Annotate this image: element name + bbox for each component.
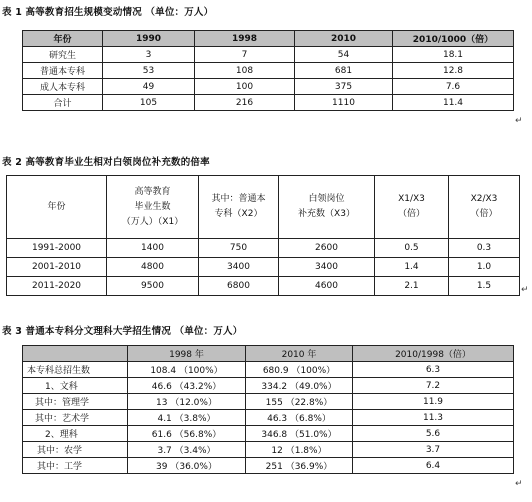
row-label: 其中：工学 <box>23 458 128 474</box>
table-cell: 251 （36.9%） <box>246 458 353 474</box>
table-cell: 1.4 <box>375 258 449 277</box>
table-cell: 7.6 <box>393 79 514 95</box>
table-row <box>23 79 514 95</box>
table-cell: 1.5 <box>449 277 520 296</box>
table-cell: 1.0 <box>449 258 520 277</box>
table-cell: 3400 <box>279 258 375 277</box>
table-cell: 216 <box>195 95 295 111</box>
table3-header-cell: 2010 年 <box>246 346 353 362</box>
table-cell: 4.1 （3.8%） <box>128 410 246 426</box>
table-cell: 成人本专科 <box>23 79 103 95</box>
table-cell: 108 <box>195 63 295 79</box>
table-cell: 6.4 <box>353 458 514 474</box>
header-line: 补充数（X3） <box>298 209 355 219</box>
table-row <box>23 442 514 458</box>
row-label: 1、文科 <box>23 378 128 394</box>
table-cell: 49 <box>103 79 195 95</box>
header-line: 白领岗位 <box>308 194 345 204</box>
table-cell: 9500 <box>107 277 199 296</box>
row-label: 其中：农学 <box>23 442 128 458</box>
table3-header-cell: 1998 年 <box>128 346 246 362</box>
table-row <box>23 410 514 426</box>
table1-header-row <box>23 31 514 47</box>
table-row <box>23 63 514 79</box>
header-line: （倍） <box>397 209 425 219</box>
paragraph-mark: ↵ <box>515 479 523 489</box>
table-cell: 0.3 <box>449 239 520 258</box>
table3 <box>22 345 514 474</box>
table1-header-cell: 1998 <box>195 31 295 47</box>
table-cell: 750 <box>199 239 279 258</box>
table-cell: 13 （12.0%） <box>128 394 246 410</box>
table1-header-cell: 2010/1000（倍） <box>393 31 514 47</box>
table-cell: 61.6 （56.8%） <box>128 426 246 442</box>
table2-header-cell <box>279 176 375 239</box>
table-cell: 4600 <box>279 277 375 296</box>
table2-header-cell <box>199 176 279 239</box>
table3-header-cell <box>23 346 128 362</box>
table-cell: 2600 <box>279 239 375 258</box>
table-cell: 346.8 （51.0%） <box>246 426 353 442</box>
table-cell: 0.5 <box>375 239 449 258</box>
table-row <box>23 458 514 474</box>
table-cell: 6.3 <box>353 362 514 378</box>
table-cell: 375 <box>295 79 393 95</box>
table-cell: 1991-2000 <box>7 239 107 258</box>
table-row <box>7 277 520 296</box>
header-line: 毕业生数 <box>134 201 171 212</box>
table-row <box>23 394 514 410</box>
header-line: 其中：普通本 <box>211 194 266 204</box>
table-cell: 11.9 <box>353 394 514 410</box>
table3-header-cell: 2010/1998（倍） <box>353 346 514 362</box>
table-cell: 4800 <box>107 258 199 277</box>
table-cell: 3.7 <box>353 442 514 458</box>
table-cell: 54 <box>295 47 393 63</box>
table-cell: 3 <box>103 47 195 63</box>
table-cell: 39 （36.0%） <box>128 458 246 474</box>
table2-header-cell <box>107 176 199 239</box>
row-label: 2、理科 <box>23 426 128 442</box>
table-cell: 1110 <box>295 95 393 111</box>
table-cell: 105 <box>103 95 195 111</box>
table-cell: 46.6 （43.2%） <box>128 378 246 394</box>
table2-header-row <box>7 176 520 239</box>
table2-caption: 表 2 高等教育毕业生相对白领岗位补充数的倍率 <box>2 157 210 168</box>
table-cell: 680.9 （100%） <box>246 362 353 378</box>
row-label: 本专科总招生数 <box>23 362 128 378</box>
table2-header-cell <box>449 176 520 239</box>
table-cell: 2.1 <box>375 277 449 296</box>
table1 <box>22 30 514 111</box>
table-row <box>23 95 514 111</box>
table-cell: 155 （22.8%） <box>246 394 353 410</box>
table2-header-cell <box>375 176 449 239</box>
paragraph-mark: ↵ <box>515 116 523 126</box>
table-cell: 100 <box>195 79 295 95</box>
table-cell: 1400 <box>107 239 199 258</box>
table-cell: 普通本专科 <box>23 63 103 79</box>
header-line: X2/X3 <box>470 194 498 204</box>
table-cell: 334.2 （49.0%） <box>246 378 353 394</box>
table-row <box>23 378 514 394</box>
header-line: 高等教育 <box>134 186 171 197</box>
table-cell: 11.3 <box>353 410 514 426</box>
table-cell: 合计 <box>23 95 103 111</box>
table-cell: 7 <box>195 47 295 63</box>
header-line: X1/X3 <box>398 194 425 204</box>
table2 <box>6 175 520 296</box>
table-row <box>23 47 514 63</box>
table-row <box>7 239 520 258</box>
table-row <box>23 362 514 378</box>
table-cell: 12 （1.8%） <box>246 442 353 458</box>
table-cell: 研究生 <box>23 47 103 63</box>
table-cell: 7.2 <box>353 378 514 394</box>
header-line: 专科（X2） <box>214 209 263 219</box>
table-cell: 681 <box>295 63 393 79</box>
table-row <box>7 258 520 277</box>
paragraph-mark: ↵ <box>521 285 529 295</box>
table2-header-cell: 年份 <box>7 176 107 239</box>
row-label: 其中：管理学 <box>23 394 128 410</box>
table-cell: 18.1 <box>393 47 514 63</box>
table1-header-cell: 1990 <box>103 31 195 47</box>
header-line: （万人）（X1） <box>121 216 184 227</box>
table-cell: 46.3 （6.8%） <box>246 410 353 426</box>
table-cell: 2011-2020 <box>7 277 107 296</box>
header-line: （倍） <box>470 209 498 219</box>
table-cell: 53 <box>103 63 195 79</box>
table-row <box>23 426 514 442</box>
row-label: 其中：艺术学 <box>23 410 128 426</box>
table-cell: 12.8 <box>393 63 514 79</box>
table-cell: 2001-2010 <box>7 258 107 277</box>
table-cell: 5.6 <box>353 426 514 442</box>
table-cell: 3400 <box>199 258 279 277</box>
table1-caption: 表 1 高等教育招生规模变动情况 （单位：万人） <box>2 7 214 18</box>
table-cell: 6800 <box>199 277 279 296</box>
table-cell: 3.7 （3.4%） <box>128 442 246 458</box>
table3-caption: 表 3 普通本专科分文理科大学招生情况 （单位：万人） <box>2 326 243 337</box>
table3-header-row <box>23 346 514 362</box>
table1-header-cell: 年份 <box>23 31 103 47</box>
table-cell: 11.4 <box>393 95 514 111</box>
table1-header-cell: 2010 <box>295 31 393 47</box>
table-cell: 108.4 （100%） <box>128 362 246 378</box>
